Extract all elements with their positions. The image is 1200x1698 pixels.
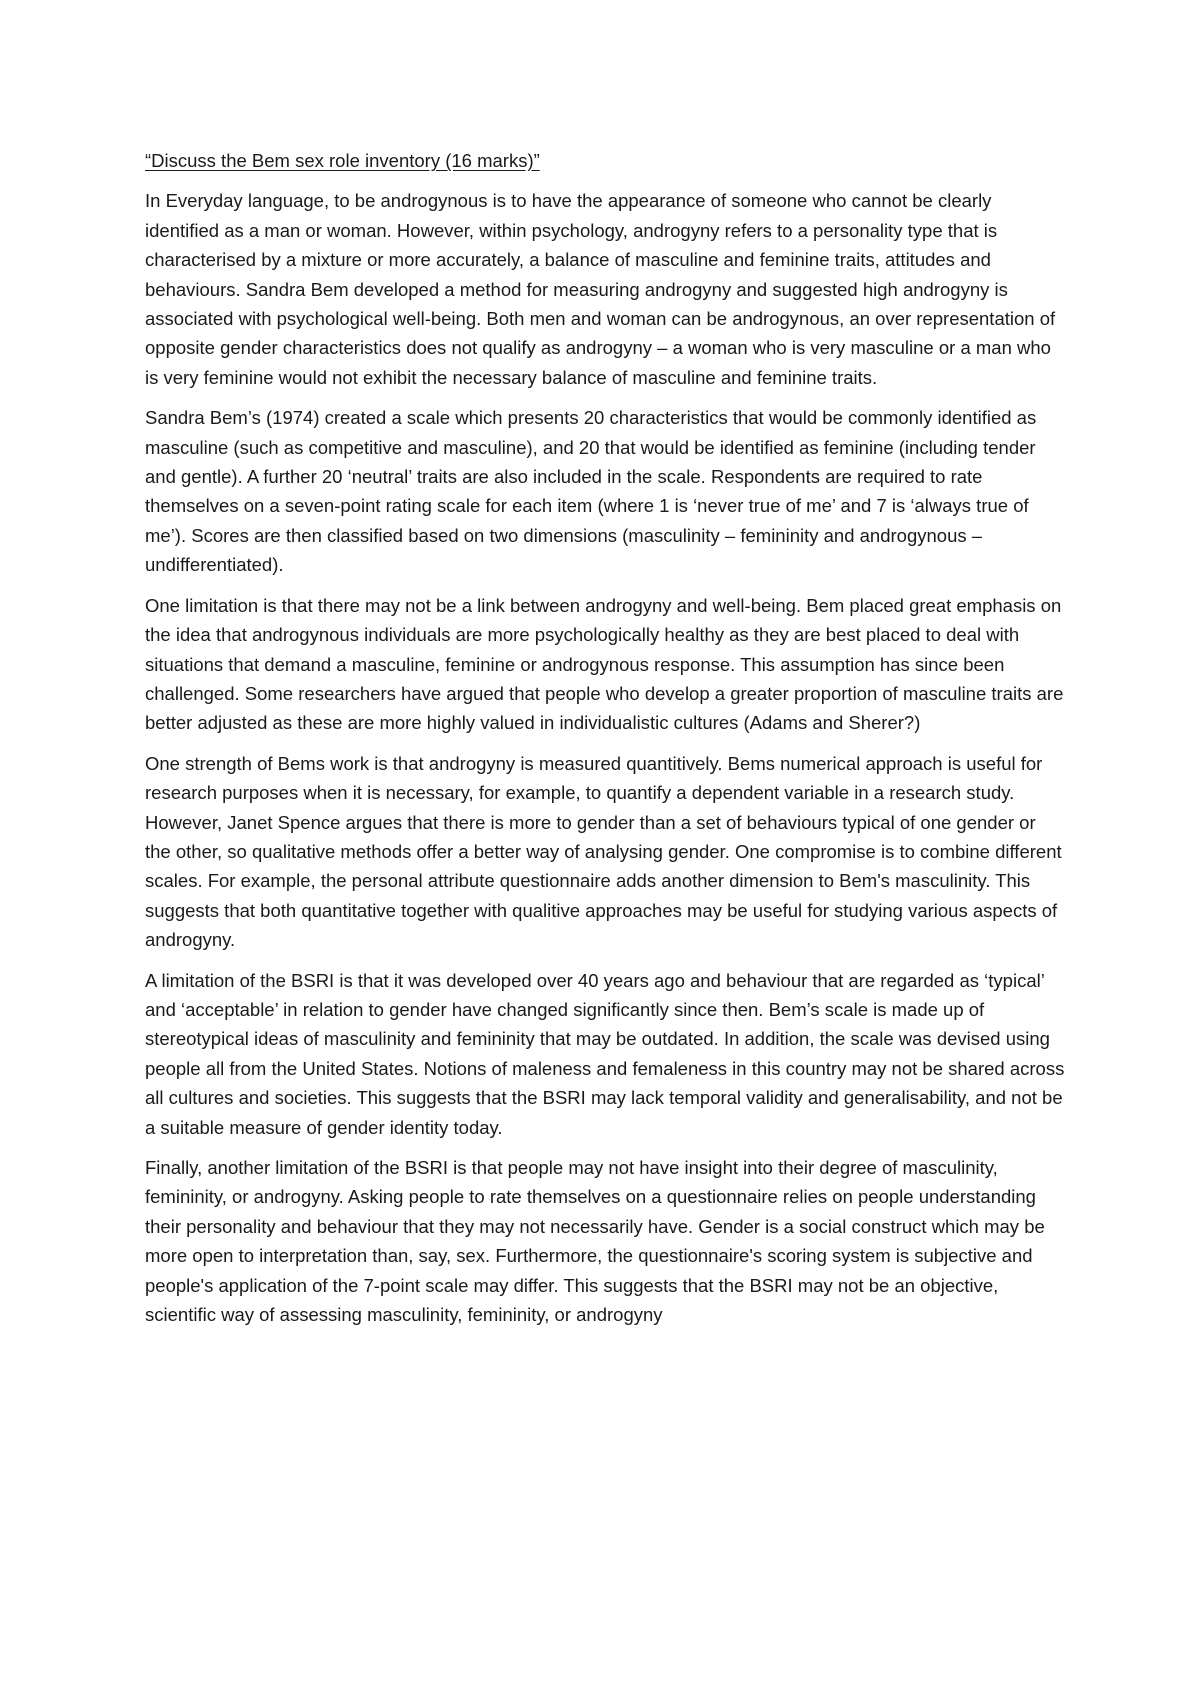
paragraph-limitation-insight: Finally, another limitation of the BSRI is that people may not have insight into their degree of masculinity, femininity, or androgyny. Asking people to rate themselves on a questionnaire relies on people understanding their personality and behaviour that they may not necessarily have. Gender is a social construct which may be more open to interpretation than, say, sex. Furthermore, the questionnaire's scoring system is subjective and people's application of the 7-point scale may differ. This suggests that the BSRI may not be an objective, scientific way of assessing masculinity, femininity, or androgyny bbox=[145, 1157, 1045, 1326]
paragraph-strength-quantitative: One strength of Bems work is that androgyny is measured quantitively. Bems numerical approach is useful for research purposes when it is necessary, for example, to quantify a dependent variable in a research study. However, Janet Spence argues that there is more to gender than a set of behaviours typical of one gender or the other, so qualitative methods offer a better way of analysing gender. One compromise is to combine different scales. For example, the personal attribute questionnaire adds another dimension to Bem's masculinity. This suggests that both quantitative together with qualitive approaches may be useful for studying various aspects of androgyny. bbox=[145, 752, 1062, 951]
document-body bbox=[145, 146, 1065, 1340]
document-title: “Discuss the Bem sex role inventory (16 marks)” bbox=[145, 150, 540, 171]
paragraph-introduction: In Everyday language, to be androgynous is to have the appearance of someone who cannot be clearly identified as a man or woman. However, within psychology, androgyny refers to a personality type that is characterised by a mixture or more accurately, a balance of masculine and feminine traits, attitudes and behaviours. Sandra Bem developed a method for measuring androgyny and suggested high androgyny is associated with psychological well-being. Both men and woman can be androgynous, an over representation of opposite gender characteristics does not qualify as androgyny – a woman who is very masculine or a man who is very feminine would not exhibit the necessary balance of masculine and feminine traits. bbox=[145, 190, 1056, 388]
paragraph-limitation-wellbeing: One limitation is that there may not be a link between androgyny and well-being. Bem placed great emphasis on the idea that androgynous individuals are more psychologically healthy as they are best placed to deal with situations that demand a masculine, feminine or androgynous response. This assumption has since been challenged. Some researchers have argued that people who develop a greater proportion of masculine traits are better adjusted as these are more highly valued in individualistic cultures (Adams and Sherer?) bbox=[145, 594, 1064, 734]
paragraph-bem-scale: Sandra Bem’s (1974) created a scale which presents 20 characteristics that would be commonly identified as masculine (such as competitive and masculine), and 20 that would be identified as feminine (including tender and gentle). A further 20 ‘neutral’ traits are also included in the scale. Respondents are required to rate themselves on a seven-point rating scale for each item (where 1 is ‘never true of me’ and 7 is ‘always true of me’). Scores are then classified based on two dimensions (masculinity – femininity and androgynous – undifferentiated). bbox=[145, 407, 1037, 576]
paragraph-limitation-outdated: A limitation of the BSRI is that it was developed over 40 years ago and behaviour that are regarded as ‘typical’ and ‘acceptable’ in relation to gender have changed significantly since then. Bem’s scale is made up of stereotypical ideas of masculinity and femininity that may be outdated. In addition, the scale was devised using people all from the United States. Notions of maleness and femaleness in this country may not be shared across all cultures and societies. This suggests that the BSRI may lack temporal validity and generalisability, and not be a suitable measure of gender identity today. bbox=[145, 969, 1065, 1138]
